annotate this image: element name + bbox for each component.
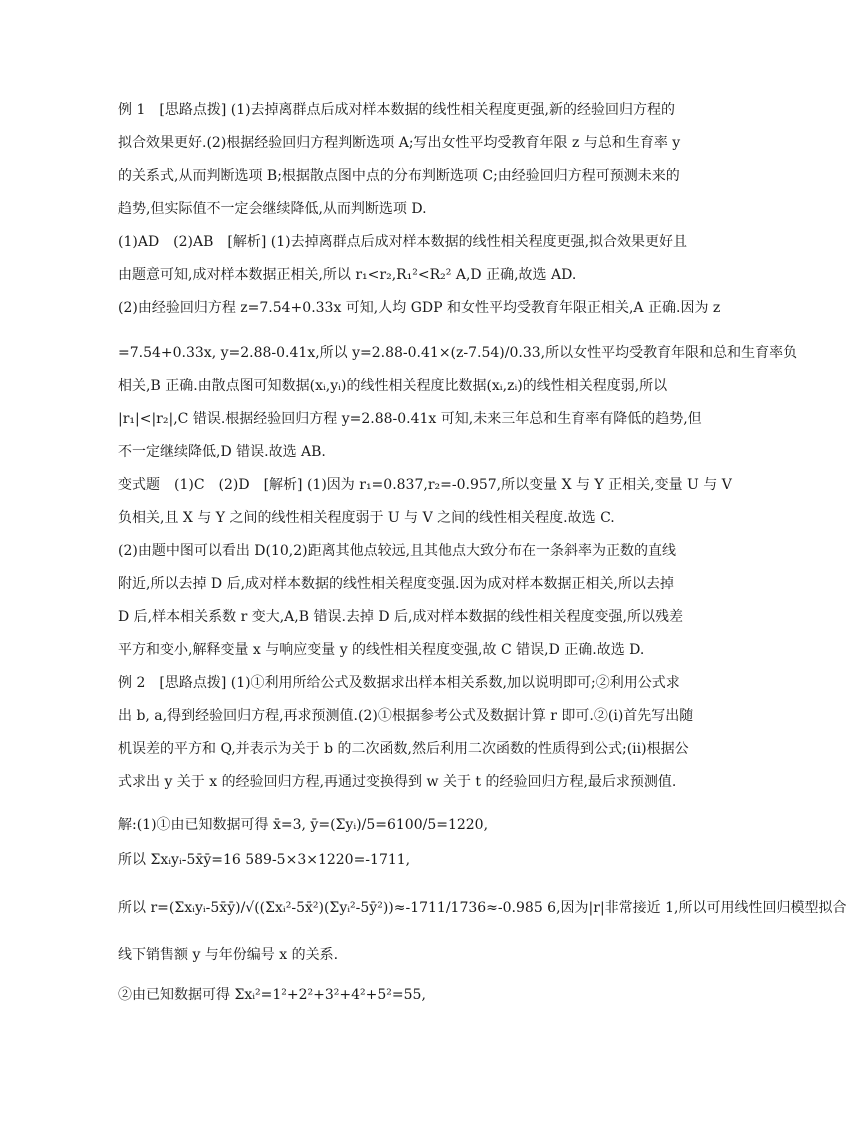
text-line xyxy=(118,133,680,153)
text-segment: 机误差的平方和 Q,并表示为关于 b 的二次函数,然后利用二次函数的性质得到公式;(ii)根据公 xyxy=(118,741,689,757)
text-segment: 线下销售额 y 与年份编号 x 的关系. xyxy=(118,947,339,963)
text-segment: 所以 Σxᵢyᵢ-5x̄ȳ=16 589-5×3×1220=-1711, xyxy=(118,852,411,868)
text-segment: 例 1 [思路点拨] (1)去掉离群点后成对样本数据的线性相关程度更强,新的经验回归方程的 xyxy=(118,102,676,118)
text-line xyxy=(118,508,680,528)
text-segment: 趋势,但实际值不一定会继续降低,从而判断选项 D. xyxy=(118,201,427,217)
text-line xyxy=(118,640,680,660)
text-line xyxy=(118,265,680,285)
text-line xyxy=(118,232,688,252)
text-line xyxy=(118,945,680,965)
text-line xyxy=(118,343,798,363)
text-line xyxy=(118,706,694,726)
text-line xyxy=(118,541,680,561)
text-line xyxy=(118,100,680,120)
text-segment: D 后,样本相关系数 r 变大,A,B 错误.去掉 D 后,成对样本数据的线性相关程度变强,所以残差 xyxy=(118,609,683,625)
text-line xyxy=(118,898,846,918)
text-segment: 由题意可知,成对样本数据正相关,所以 r₁<r₂,R₁²<R₂² A,D 正确,故选 AD. xyxy=(118,267,577,283)
text-line xyxy=(118,376,680,396)
text-line xyxy=(118,985,680,1005)
text-segment: (1)AD (2)AB [解析] (1)去掉离群点后成对样本数据的线性相关程度更强,拟合效果更好且 xyxy=(118,234,688,250)
text-line xyxy=(118,298,721,318)
text-line xyxy=(118,739,689,759)
text-line xyxy=(118,815,680,835)
text-segment: 所以 r=(Σxᵢyᵢ-5x̄ȳ)/√((Σxᵢ²-5x̄²)(Σyᵢ²-5ȳ²))≈-1711/1736≈-0.985 6,因为|r|非常接近 1,所以可用线性回归模型拟合 xyxy=(118,900,846,916)
text-segment: ②由已知数据可得 Σxᵢ²=1²+2²+3²+4²+5²=55, xyxy=(118,987,426,1003)
text-segment: 例 2 [思路点拨] (1)①利用所给公式及数据求出样本相关系数,加以说明即可;②利用公式求 xyxy=(118,675,680,691)
text-segment: |r₁|<|r₂|,C 错误.根据经验回归方程 y=2.88-0.41x 可知,未来三年总和生育率有降低的趋势,但 xyxy=(118,411,702,427)
text-segment: 拟合效果更好.(2)根据经验回归方程判断选项 A;写出女性平均受教育年限 z 与总和生育率 y xyxy=(118,135,681,151)
text-segment: 式求出 y 关于 x 的经验回归方程,再通过变换得到 w 关于 t 的经验回归方程,最后求预测值. xyxy=(118,774,677,790)
text-line xyxy=(118,166,680,186)
text-line xyxy=(118,475,732,495)
text-line xyxy=(118,673,680,693)
text-segment: 变式题 (1)C (2)D [解析] (1)因为 r₁=0.837,r₂=-0.957,所以变量 X 与 Y 正相关,变量 U 与 V xyxy=(118,477,732,493)
text-line xyxy=(118,409,702,429)
text-segment: 出 b, a,得到经验回归方程,再求预测值.(2)①根据参考公式及数据计算 r 即可.②(i)首先写出随 xyxy=(118,708,694,724)
text-line xyxy=(118,607,683,627)
text-segment: 的关系式,从而判断选项 B;根据散点图中点的分布判断选项 C;由经验回归方程可预测未来的 xyxy=(118,168,680,184)
text-segment: 负相关,且 X 与 Y 之间的线性相关程度弱于 U 与 V 之间的线性相关程度.故选 C. xyxy=(118,510,615,526)
text-segment: 平方和变小,解释变量 x 与响应变量 y 的线性相关程度变强,故 C 错误,D 正确.故选 D. xyxy=(118,642,645,658)
text-segment: 不一定继续降低,D 错误.故选 AB. xyxy=(118,444,326,460)
text-line xyxy=(118,850,680,870)
text-line xyxy=(118,772,680,792)
text-segment: =7.54+0.33x, y=2.88-0.41x,所以 y=2.88-0.41×(z-7.54)/0.33,所以女性平均受教育年限和总和生育率负 xyxy=(118,345,798,361)
text-segment: 解:(1)①由已知数据可得 x̄=3, ȳ=(Σyᵢ)/5=6100/5=1220, xyxy=(118,817,489,833)
text-line xyxy=(118,442,680,462)
text-segment: (2)由题中图可以看出 D(10,2)距离其他点较远,且其他点大致分布在一条斜率为正数的直线 xyxy=(118,543,677,559)
text-segment: (2)由经验回归方程 z=7.54+0.33x 可知,人均 GDP 和女性平均受教育年限正相关,A 正确.因为 z xyxy=(118,300,721,316)
text-segment: 附近,所以去掉 D 后,成对样本数据的线性相关程度变强.因为成对样本数据正相关,所以去掉 xyxy=(118,576,674,592)
text-segment: 相关,B 正确.由散点图可知数据(xᵢ,yᵢ)的线性相关程度比数据(xᵢ,zᵢ)的线性相关程度弱,所以 xyxy=(118,378,668,394)
text-line xyxy=(118,199,680,219)
text-line xyxy=(118,574,680,594)
